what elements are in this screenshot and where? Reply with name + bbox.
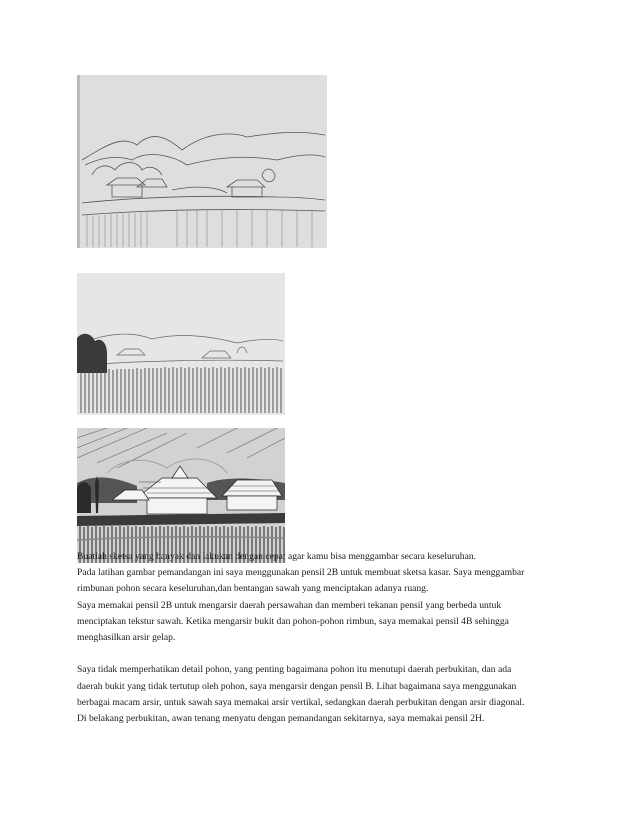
paragraph-line: Di belakang perbukitan, awan tenang menyatu dengan pemandangan sekitarnya, saya memakai pensil 2H. — [77, 713, 485, 725]
sketch-image-1 — [77, 75, 327, 248]
paragraph-line: menghasilkan arsir gelap. — [77, 632, 176, 644]
paragraph-line: daerah bukit yang tidak tertutup oleh pohon, saya mengarsir dengan pensil B. Lihat bagaimana saya menggunakan — [77, 680, 517, 692]
sketch-image-3 — [77, 428, 285, 563]
paragraph-line: berbagai macam arsir, untuk sawah saya memakai arsir vertikal, sedangkan daerah perbukitan dengan arsir diagonal. — [77, 696, 525, 708]
paragraph-line: Saya memakai pensil 2B untuk mengarsir daerah persawahan dan memberi tekanan pensil yang berbeda untuk — [77, 599, 502, 611]
paragraph-line: Buatlah sketsa yang banyak dan lakukan dengan cepat agar kamu bisa menggambar secara keseluruhan. — [77, 551, 477, 562]
paragraph-line: rimbunan pohon secara keseluruhan,dan bentangan sawah yang menciptakan adanya ruang. — [77, 583, 429, 595]
body-text — [77, 549, 577, 727]
paragraph-line: Saya tidak memperhatikan detail pohon, yang penting bagaimana pohon itu menutupi daerah perbukitan, dan ada — [77, 664, 512, 676]
paragraph-line: Pada latihan gambar pemandangan ini saya menggunakan pensil 2B untuk membuat sketsa kasar. Saya menggambar — [77, 567, 525, 579]
paragraph-gap — [77, 646, 577, 662]
sketch-image-2 — [77, 273, 285, 415]
paragraph-line: menciptakan tekstur sawah. Ketika mengarsir bukit dan pohon-pohon rimbun, saya memakai pensil 4B sehingga — [77, 615, 509, 627]
